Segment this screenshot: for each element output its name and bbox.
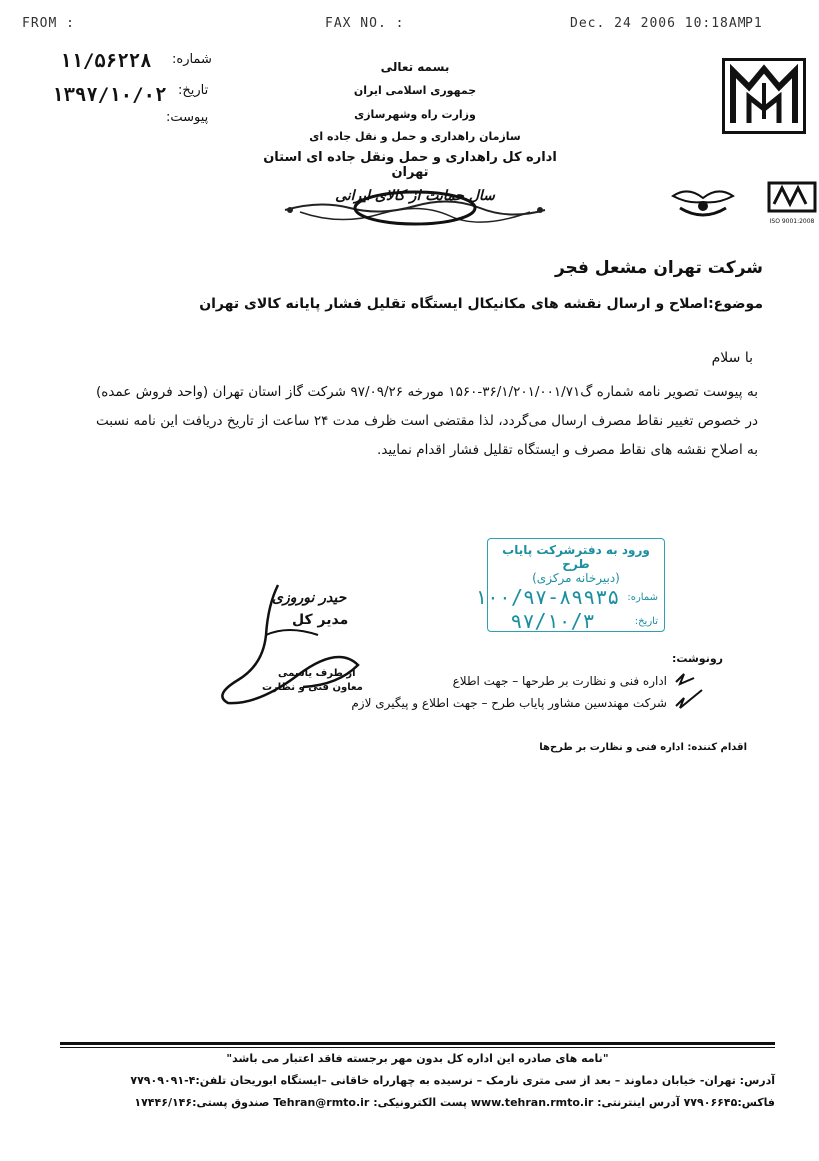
ministry-logo xyxy=(722,58,806,134)
footer-contact: فاکس:۷۷۹۰۶۶۴۵ آدرس اینترنتی: www.tehran.rmto.ir پست الکترونیکی: Tehran@rmto.ir صندوق پستی:۱۷۴۴۶/۱۴۶ xyxy=(134,1096,775,1109)
signer-title: مدیر کل xyxy=(292,612,349,628)
date-value: ۱۳۹۷/۱۰/۰۲ xyxy=(52,84,167,106)
stamp-title: ورود به دفترشرکت پایاب طرح xyxy=(502,543,650,571)
stamp-date-value: ۹۷/۱۰/۳ xyxy=(510,609,595,633)
fax-page: P1 xyxy=(745,16,763,31)
behalf-line2: معاون فنی و نظارت xyxy=(262,682,363,693)
behalf-line1: از طرف یاسمی xyxy=(278,668,356,679)
subject: موضوع:اصلاح و ارسال نقشه های مکانیکال ایستگاه تقلیل فشار پایانه کالای تهران xyxy=(199,296,763,312)
letterhead-line2: وزارت راه وشهرسازی xyxy=(354,108,476,121)
date-label: تاریخ: xyxy=(178,83,209,98)
action-note: اقدام کننده: اداره فنی و نظارت بر طرح‌ها xyxy=(539,742,747,753)
stamp-subtitle: (دبیرخانه مرکزی) xyxy=(532,571,620,585)
number-value: ۱۱/۵۶۲۲۸ xyxy=(60,50,152,72)
stamp-date-label: تاریخ: xyxy=(634,615,658,627)
cc-label: رونوشت: xyxy=(671,652,723,665)
signer-name: حیدر نوروزی xyxy=(272,590,347,606)
stamp-number-label: شماره: xyxy=(627,591,658,603)
calligraphy-text: سال حمایت از کالای ایرانی xyxy=(335,188,495,204)
iso-certificate-icon xyxy=(766,180,818,214)
footer-divider xyxy=(60,1042,775,1045)
check-marks-icon xyxy=(670,670,706,714)
letter-body: به پیوست تصویر نامه شماره گ۳۶/۱/۲۰۱/۰۰۱/۷۱-۱۵۶۰ مورخه ۹۷/۰۹/۲۶ شرکت گاز استان تهران (واحد فروش عمده) در خصوص تغییر نقاط مصرف ارسال می‌گردد، لذا مقتضی است ظرف مدت ۲۴ ساعت از تاریخ دریافت این نامه نسبت به اصلاح نقشه های نقاط مصرف و ایستگاه تقلیل فشار اقدام نمایید. xyxy=(96,384,758,458)
basmala: بسمه تعالی xyxy=(380,60,450,74)
emblem-left xyxy=(668,182,738,224)
office-title: اداره کل راهداری و حمل ونقل جاده ای استان تهران xyxy=(263,150,557,180)
greeting: با سلام xyxy=(711,350,753,366)
footer-address: آدرس: تهران- خیابان دماوند – بعد از سی متری نارمک – نرسیده به چهارراه خاقانی –ایستگاه ابوریحان تلفن:۴-۷۷۹۰۹۰۹۱ xyxy=(130,1074,775,1087)
fax-datetime: Dec. 24 2006 10:18AM xyxy=(570,16,747,31)
stamp-number-value: ۱۰۰/۹۷-۸۹۹۳۵ xyxy=(474,585,620,609)
fax-from: FROM : xyxy=(22,16,75,31)
letterhead-line3: سازمان راهداری و حمل و نقل جاده ای xyxy=(309,130,521,143)
iso-label: ISO 9001:2008 xyxy=(769,218,815,225)
wings-emblem-icon xyxy=(668,182,738,224)
cc-item-1: اداره فنی و نظارت بر طرحها – جهت اطلاع xyxy=(452,674,667,688)
footer-divider-thin xyxy=(60,1047,775,1048)
fax-number-label: FAX NO. : xyxy=(325,16,405,31)
letterhead-line1: جمهوری اسلامی ایران xyxy=(353,84,477,97)
cc-item-2: شرکت مهندسین مشاور پایاب طرح – جهت اطلاع و پیگیری لازم xyxy=(351,696,667,710)
number-label: شماره: xyxy=(172,52,212,67)
calligraphy-ornament-icon xyxy=(280,178,550,236)
recipient: شرکت تهران مشعل فجر xyxy=(554,258,763,278)
attachment-label: پیوست: xyxy=(166,110,209,125)
iso-emblem xyxy=(766,180,818,226)
entry-stamp xyxy=(474,538,665,633)
ministry-emblem-icon xyxy=(725,61,803,131)
calligraphy-banner xyxy=(280,178,550,236)
cc-marks xyxy=(670,670,706,714)
footer-notice: "نامه های صادره این اداره کل بدون مهر برجسته فاقد اعتبار می باشد" xyxy=(226,1052,609,1065)
